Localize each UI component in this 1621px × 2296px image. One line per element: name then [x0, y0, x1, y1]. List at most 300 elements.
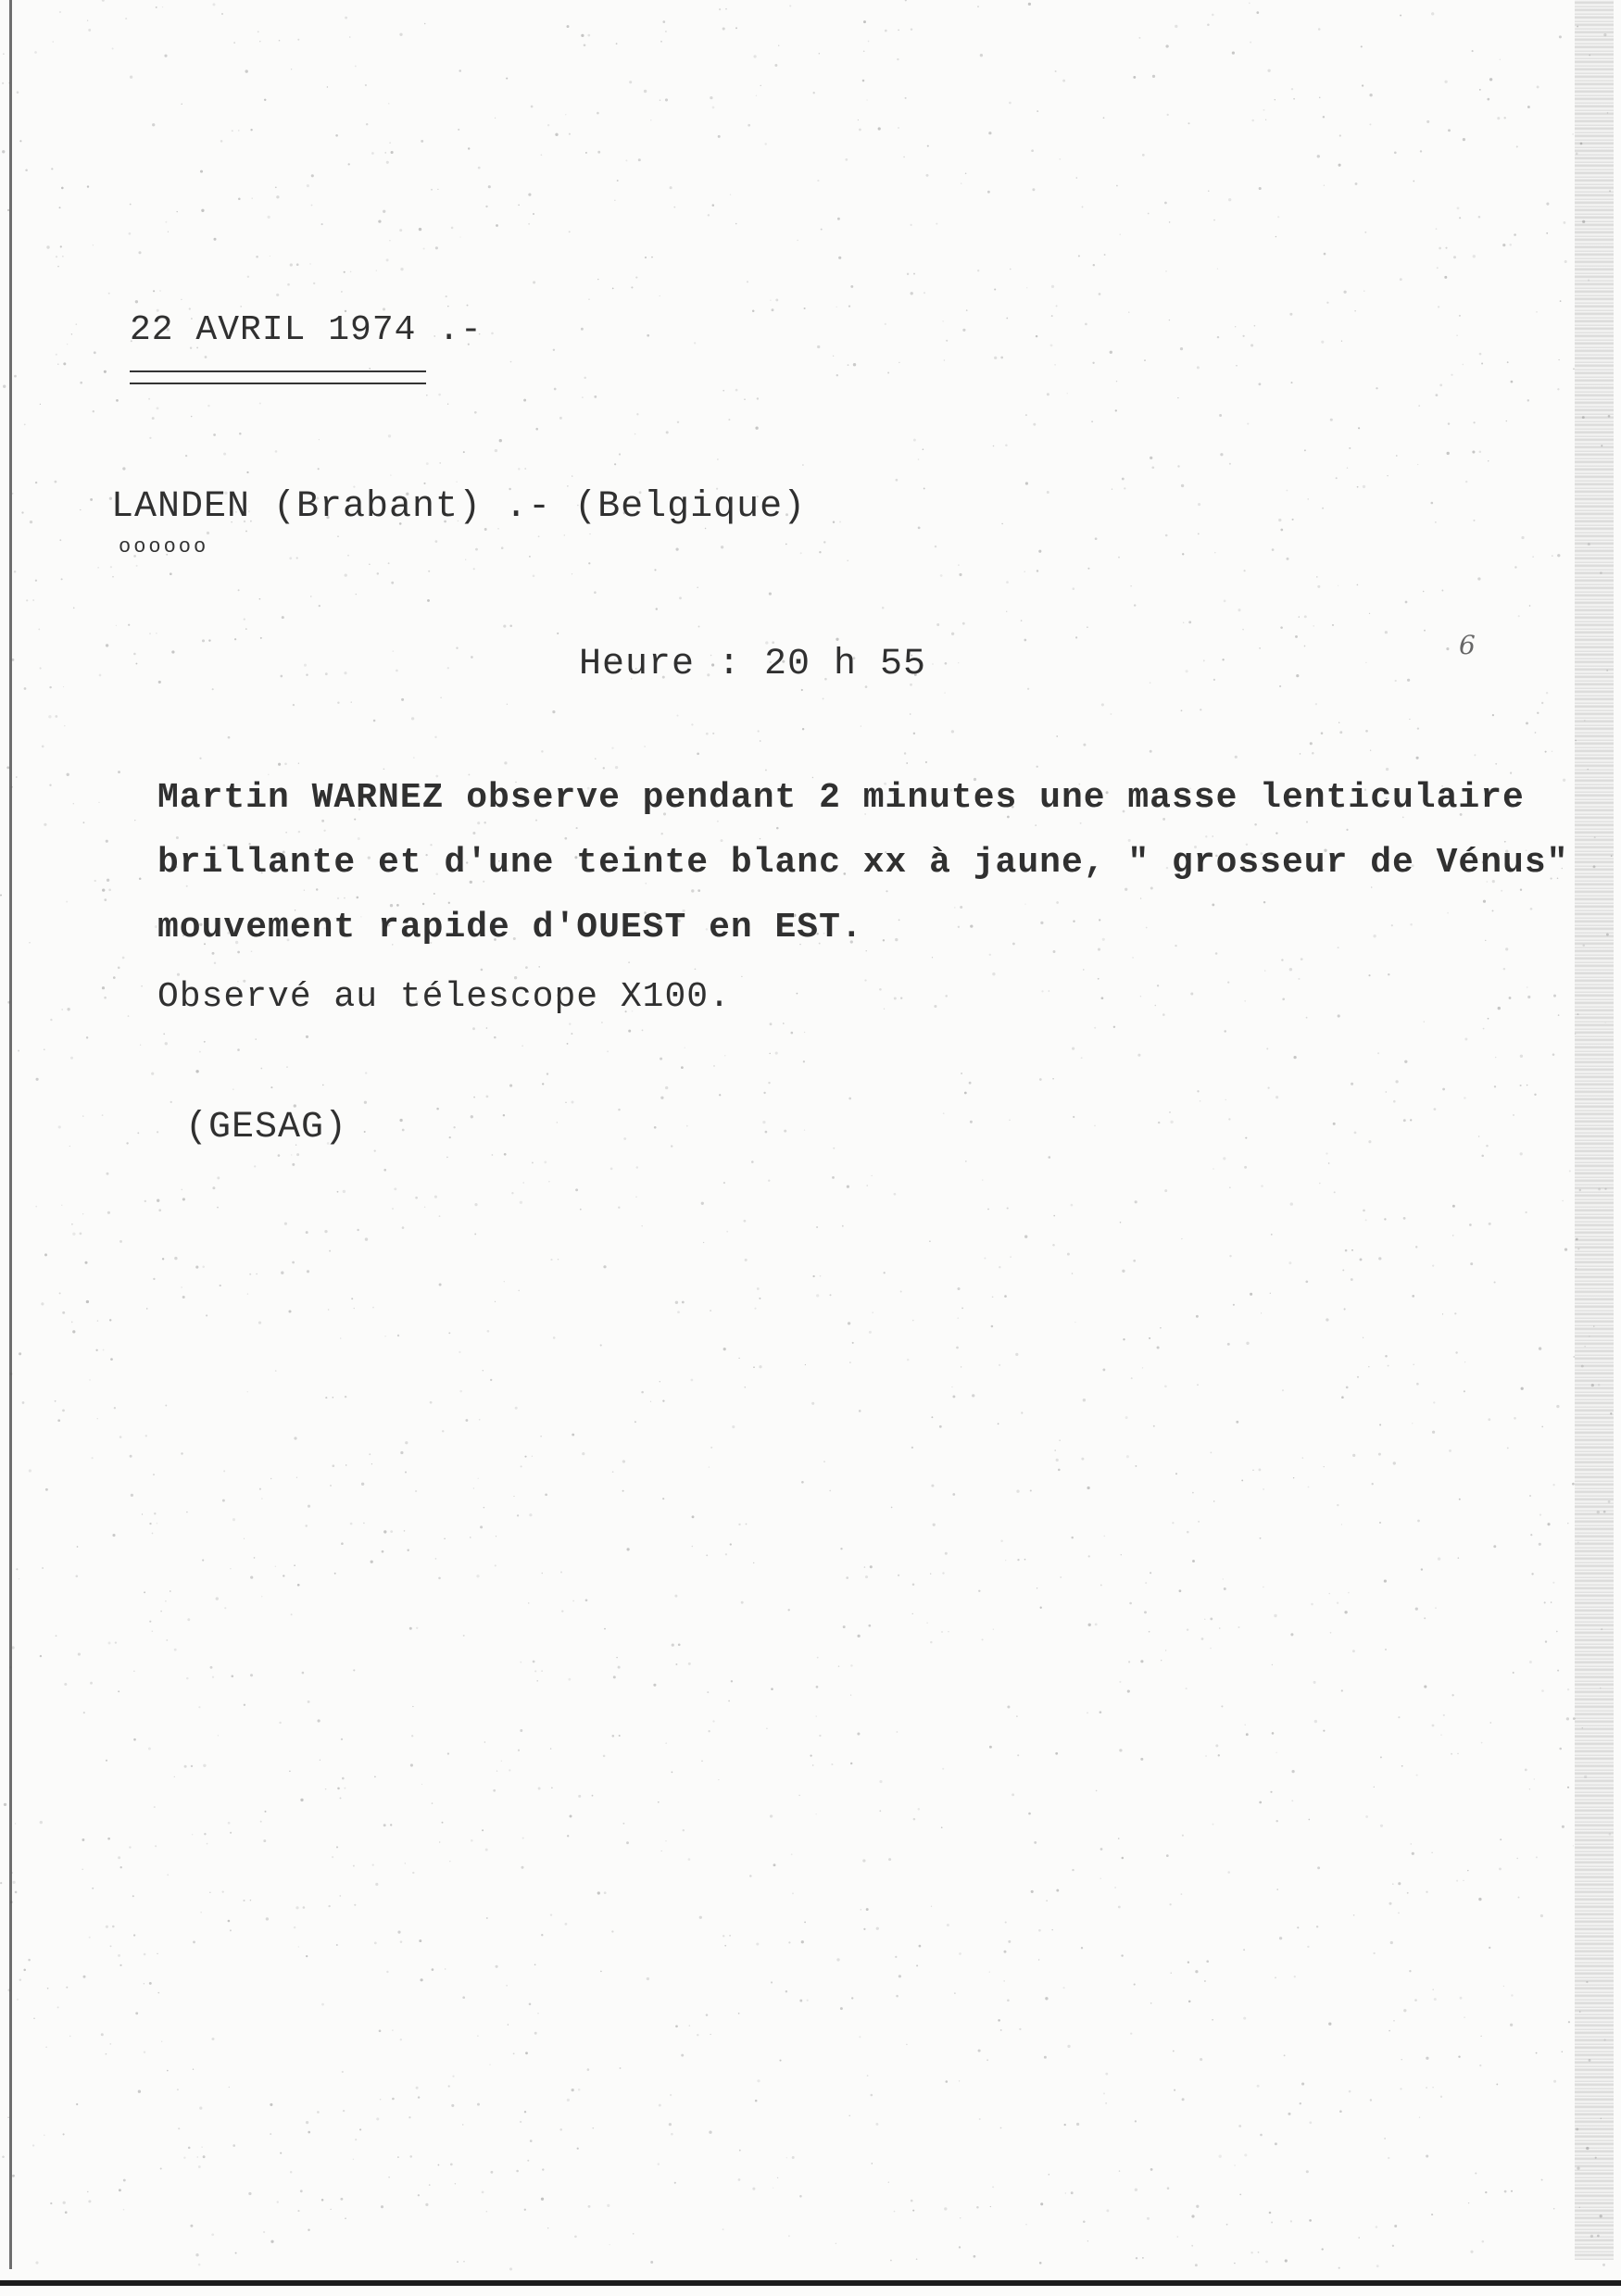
scan-speck [1351, 1083, 1353, 1085]
scan-speck [1527, 106, 1530, 108]
scan-speck [218, 1735, 219, 1736]
scan-speck [1009, 1120, 1011, 1122]
scan-speck [1557, 554, 1560, 557]
scan-speck [816, 1226, 818, 1228]
scan-speck [535, 820, 537, 822]
scan-speck [55, 1400, 57, 1402]
scan-speck [802, 728, 804, 730]
scan-speck [738, 1524, 740, 1525]
scan-speck [1290, 1633, 1293, 1636]
scan-speck [656, 608, 658, 609]
scan-speck [400, 1940, 403, 1943]
scan-speck [940, 574, 943, 577]
scan-speck [1098, 948, 1100, 951]
scan-speck [1377, 1052, 1379, 1054]
scan-speck [699, 1916, 702, 1919]
scan-speck [735, 27, 737, 29]
scan-speck [1525, 1769, 1527, 1772]
scan-speck [941, 1631, 943, 1633]
scan-speck [706, 2014, 709, 2016]
scan-speck [1426, 120, 1429, 123]
scan-speck [931, 1906, 932, 1907]
scan-speck [1142, 154, 1145, 157]
scan-speck [709, 2131, 711, 2134]
scan-speck [167, 2070, 169, 2072]
scan-speck [541, 2198, 544, 2201]
scan-speck [866, 1908, 869, 1911]
scan-speck [582, 1452, 584, 1455]
scan-speck [483, 1370, 484, 1371]
scan-speck [1385, 1649, 1387, 1650]
scan-speck [1279, 1937, 1282, 1939]
scan-speck [1316, 1926, 1318, 1927]
scan-speck [229, 2087, 230, 2088]
scan-speck [665, 1742, 667, 1744]
scan-speck [345, 1396, 346, 1398]
scan-speck [203, 1764, 206, 1767]
scan-speck [913, 1818, 916, 1821]
scan-speck [1270, 1293, 1271, 1294]
scan-speck [979, 2118, 981, 2120]
scan-speck [482, 2191, 484, 2194]
scan-speck [735, 223, 737, 225]
scan-speck [1546, 232, 1548, 234]
scan-speck [1102, 938, 1105, 941]
scan-speck [1348, 1592, 1350, 1594]
scan-speck [1101, 997, 1104, 999]
scan-speck [1309, 2121, 1312, 2124]
scan-speck [964, 1092, 967, 1095]
scan-speck [165, 1042, 168, 1045]
scan-speck [1518, 1897, 1520, 1899]
scan-speck [133, 1738, 136, 1741]
scan-speck [1338, 947, 1339, 948]
scan-speck [1140, 1660, 1143, 1662]
scan-speck [876, 1927, 879, 1930]
scan-speck [1229, 1255, 1231, 1257]
scan-speck [1520, 889, 1522, 891]
scan-speck [1035, 824, 1037, 826]
scan-speck [1286, 490, 1288, 492]
scan-speck [409, 1627, 412, 1630]
scan-speck [1529, 1661, 1532, 1663]
scan-speck [407, 1549, 408, 1551]
scan-speck [492, 1154, 494, 1156]
scan-speck [1475, 2173, 1476, 2175]
scan-speck [745, 1259, 748, 1261]
scan-speck [675, 1301, 678, 1304]
scan-speck [1396, 455, 1398, 457]
scan-speck [491, 332, 494, 335]
scan-speck [158, 1209, 161, 1211]
scan-speck [718, 135, 721, 138]
scan-speck [222, 1499, 225, 1502]
scan-speck [1275, 2142, 1277, 2145]
scan-speck [969, 1082, 972, 1085]
scan-speck [405, 1472, 407, 1474]
scan-speck [374, 1776, 376, 1778]
scan-speck [1364, 232, 1366, 233]
scan-speck [1234, 2164, 1236, 2166]
scan-speck [1016, 1490, 1019, 1493]
scan-speck [1047, 491, 1049, 494]
scan-speck [1238, 1626, 1240, 1628]
scan-speck [1239, 2193, 1241, 2195]
scan-speck [165, 1405, 167, 1407]
scan-speck [1055, 70, 1057, 72]
scan-speck [717, 458, 718, 459]
scan-speck [1134, 1984, 1136, 1986]
scan-speck [1101, 703, 1104, 706]
scan-speck [200, 170, 203, 173]
scan-speck [1479, 353, 1482, 356]
scan-speck [71, 1223, 73, 1225]
scan-speck [527, 2160, 529, 2162]
scan-speck [658, 2163, 660, 2164]
scan-speck [1567, 1688, 1569, 1690]
scan-speck [19, 1352, 21, 1355]
scan-speck [1006, 318, 1008, 320]
scan-speck [106, 644, 108, 646]
scan-speck [44, 2135, 45, 2137]
scan-speck [153, 1474, 155, 1475]
scan-speck [365, 1237, 368, 1240]
scan-speck [615, 766, 618, 769]
scan-speck [1113, 1026, 1115, 1028]
scan-speck [521, 1866, 523, 1869]
scan-speck [1520, 1152, 1523, 1155]
scan-speck [1313, 625, 1314, 627]
scan-speck [1000, 2127, 1002, 2129]
scan-speck [298, 1946, 299, 1947]
scan-speck [1308, 1487, 1310, 1488]
scan-speck [485, 1849, 488, 1851]
scan-speck [936, 623, 939, 626]
scan-speck [209, 1892, 210, 1893]
scan-speck [1395, 1080, 1398, 1083]
scan-speck [1160, 1327, 1162, 1329]
scan-speck [35, 482, 37, 483]
scan-speck [1365, 1219, 1367, 1221]
scan-speck [1126, 1455, 1129, 1458]
scan-speck [898, 1575, 899, 1576]
scan-speck [776, 827, 779, 830]
scan-speck [162, 1258, 164, 1260]
scan-speck [804, 1129, 805, 1130]
scan-speck [620, 2067, 622, 2069]
scan-speck [1485, 940, 1486, 941]
scan-speck [662, 20, 665, 23]
scan-speck [14, 375, 17, 378]
scan-speck [1197, 1384, 1199, 1386]
scan-speck [1483, 1028, 1485, 1030]
scan-speck [344, 271, 346, 273]
scan-speck [567, 25, 570, 28]
scan-speck [237, 1048, 240, 1051]
scan-speck [1224, 600, 1226, 603]
scan-speck [238, 130, 239, 131]
scan-speck [869, 1331, 872, 1334]
scan-speck [260, 1821, 262, 1823]
scan-speck [439, 1215, 441, 1217]
scan-speck [1378, 1257, 1381, 1260]
scan-speck [396, 904, 399, 907]
scan-speck [1368, 974, 1370, 976]
scan-speck [533, 574, 535, 577]
scan-speck [1324, 1466, 1325, 1467]
scan-speck [1059, 158, 1061, 160]
scan-speck [622, 1460, 625, 1462]
scan-speck [707, 1691, 709, 1693]
scan-speck [578, 2089, 581, 2091]
scan-speck [355, 65, 357, 67]
scan-speck [931, 1485, 934, 1487]
scan-speck [353, 2159, 354, 2160]
scan-speck [89, 1937, 91, 1938]
scan-speck [960, 2217, 961, 2219]
scan-speck [812, 1275, 814, 1277]
scan-speck [1326, 302, 1328, 304]
scan-speck [345, 17, 347, 19]
scan-speck [833, 356, 834, 357]
scan-speck [1120, 233, 1121, 234]
scan-speck [1423, 591, 1425, 593]
scan-speck [993, 445, 995, 447]
scan-speck [1037, 766, 1038, 768]
scan-speck [1421, 1568, 1423, 1570]
scan-speck [565, 114, 566, 115]
scan-speck [1314, 1720, 1317, 1723]
scan-speck [1257, 2085, 1260, 2088]
right-page-edge [1575, 0, 1614, 2260]
scan-speck [1040, 922, 1043, 924]
scan-speck [976, 2206, 979, 2209]
scan-speck [1326, 1318, 1328, 1321]
scan-speck [1183, 622, 1184, 623]
scan-speck [926, 1622, 928, 1624]
scan-speck [513, 1496, 514, 1497]
scan-speck [140, 1045, 141, 1046]
scan-speck [894, 997, 897, 1000]
scan-speck [616, 1657, 617, 1658]
scan-speck [430, 1401, 433, 1404]
scan-speck [567, 1835, 569, 1837]
scan-speck [1556, 1405, 1559, 1408]
scan-speck [278, 1154, 281, 1157]
scan-speck [97, 1418, 98, 1419]
scan-speck [15, 1891, 18, 1894]
scan-speck [80, 509, 81, 510]
scan-speck [1572, 133, 1574, 135]
scan-speck [1304, 646, 1306, 647]
scan-speck [1056, 1889, 1059, 1892]
scan-speck [587, 2068, 590, 2071]
scan-speck [76, 323, 78, 325]
scan-speck [644, 90, 647, 93]
scan-speck [744, 1220, 747, 1223]
scan-speck [992, 972, 995, 975]
scan-speck [1127, 1690, 1130, 1693]
scan-speck [1164, 202, 1167, 205]
scan-speck [1247, 423, 1249, 425]
scan-speck [1291, 1770, 1294, 1773]
scan-speck [560, 1572, 562, 1574]
scan-speck [1150, 886, 1153, 889]
scan-speck [749, 1875, 752, 1877]
scan-speck [447, 1752, 449, 1754]
scan-speck [1518, 615, 1520, 617]
scan-speck [238, 589, 240, 591]
scan-speck [936, 223, 937, 225]
scan-speck [1544, 1601, 1546, 1603]
scan-speck [565, 1102, 566, 1103]
scan-speck [638, 158, 641, 161]
scan-speck [270, 1478, 271, 1479]
scan-speck [863, 50, 865, 52]
scan-speck [1028, 3, 1031, 6]
scan-speck [308, 2228, 309, 2230]
scan-speck [629, 81, 632, 83]
scan-speck [770, 1814, 773, 1817]
scan-speck [163, 1034, 165, 1035]
scan-speck [522, 1182, 524, 1184]
scan-speck [712, 204, 715, 207]
scan-speck [19, 140, 21, 142]
scan-speck [388, 103, 389, 104]
scan-speck [1318, 28, 1321, 31]
scan-speck [918, 1808, 921, 1811]
scan-speck [1073, 921, 1074, 922]
scan-speck [868, 1625, 871, 1627]
scan-speck [44, 1253, 47, 1256]
scan-speck [864, 1566, 865, 1567]
scan-speck [207, 532, 209, 534]
scan-speck [592, 2127, 594, 2129]
scan-speck [12, 1881, 15, 1884]
scan-speck [239, 433, 242, 435]
scan-speck [1457, 1753, 1458, 1754]
scan-speck [118, 966, 120, 969]
scan-speck [850, 285, 853, 288]
scan-speck [587, 34, 590, 37]
scan-speck [1473, 520, 1475, 521]
scan-speck [697, 586, 698, 588]
scan-speck [369, 1453, 371, 1455]
scan-speck [925, 761, 927, 763]
scan-speck [1150, 750, 1152, 753]
scan-speck [777, 2177, 778, 2178]
scan-speck [553, 349, 555, 351]
scan-speck [392, 650, 394, 652]
scan-speck [1025, 482, 1028, 484]
scan-speck [520, 1729, 522, 1732]
scan-speck [1204, 1619, 1205, 1620]
scan-speck [2, 82, 4, 84]
report-date: 22 AVRIL 1974 .- [130, 310, 483, 350]
scan-speck [1373, 935, 1376, 937]
scan-speck [788, 1941, 790, 1943]
scan-speck [1439, 247, 1441, 250]
scan-speck [152, 123, 155, 126]
scan-speck [982, 1638, 984, 1640]
scan-speck [665, 1086, 668, 1089]
scan-speck [445, 1968, 446, 1969]
scan-speck [14, 571, 17, 573]
scan-speck [912, 1613, 913, 1614]
scan-speck [344, 897, 346, 899]
scan-speck [927, 145, 929, 147]
scan-speck [766, 1728, 767, 1729]
scan-speck [1049, 990, 1050, 992]
scan-speck [1410, 1843, 1412, 1845]
scan-speck [1038, 1929, 1041, 1932]
scan-speck [371, 1463, 372, 1464]
scan-speck [538, 535, 540, 537]
scan-speck [1330, 419, 1333, 421]
scan-speck [347, 555, 349, 557]
scan-speck [448, 1332, 450, 1334]
scan-speck [1153, 1425, 1155, 1427]
scan-speck [447, 667, 449, 669]
scan-speck [998, 1423, 999, 1424]
scan-speck [1152, 75, 1155, 78]
scan-speck [427, 599, 430, 602]
scan-speck [894, 1193, 897, 1196]
scan-speck [94, 880, 96, 882]
scan-speck [1243, 1949, 1245, 1951]
scan-speck [250, 129, 252, 131]
scan-speck [1119, 1749, 1122, 1751]
scan-speck [548, 1181, 550, 1183]
scan-speck [1472, 50, 1474, 52]
scan-speck [212, 1676, 214, 1678]
scan-speck [1481, 1155, 1484, 1158]
scan-speck [1339, 2110, 1342, 2113]
scan-speck [1341, 341, 1342, 342]
scan-speck [572, 1600, 574, 1602]
scan-speck [325, 1788, 327, 1790]
scan-speck [1003, 1980, 1005, 1982]
scan-speck [212, 952, 215, 955]
scan-speck [731, 1680, 733, 1682]
scan-speck [325, 672, 328, 675]
scan-speck [1031, 149, 1034, 152]
report-body-line-3: mouvement rapide d'OUEST en EST. [157, 908, 863, 947]
scan-speck [160, 1611, 162, 1612]
scan-speck [1290, 2220, 1292, 2222]
scan-speck [29, 942, 30, 943]
scan-speck [1008, 1940, 1011, 1943]
scan-speck [859, 2036, 861, 2038]
scan-speck [383, 210, 385, 213]
scan-speck [1140, 996, 1141, 997]
scan-speck [265, 1811, 267, 1813]
scan-speck [183, 2156, 185, 2158]
scan-speck [1128, 839, 1131, 842]
scan-speck [878, 127, 881, 130]
scan-speck [846, 1576, 848, 1579]
scan-speck [1047, 393, 1049, 395]
scan-speck [1299, 616, 1300, 617]
scan-speck [1166, 1854, 1169, 1857]
scan-speck [603, 1755, 606, 1758]
scan-speck [123, 2179, 126, 2182]
scan-speck [478, 1478, 479, 1479]
scan-speck [1472, 450, 1475, 453]
scan-speck [1405, 601, 1408, 604]
scan-speck [289, 557, 292, 559]
scan-speck [1410, 1119, 1412, 1121]
